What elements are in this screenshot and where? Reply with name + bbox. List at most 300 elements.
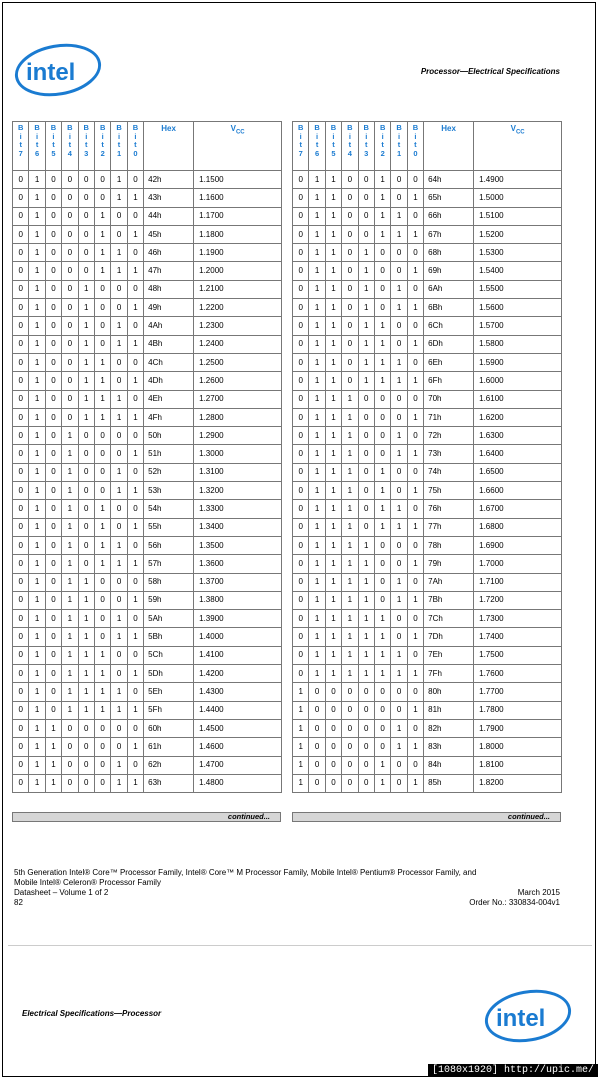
- bit-cell: 0: [391, 774, 407, 792]
- bit-cell: 0: [111, 518, 127, 536]
- bit-cell: 0: [94, 299, 110, 317]
- bit-cell: 0: [111, 225, 127, 243]
- bit-cell: 0: [45, 683, 61, 701]
- bit-cell: 1: [127, 738, 143, 756]
- bit-cell: 0: [293, 317, 309, 335]
- bit-cell: 1: [309, 353, 325, 371]
- hex-cell: 5Bh: [144, 628, 194, 646]
- bit-cell: 0: [45, 500, 61, 518]
- vcc-cell: 1.2200: [194, 299, 282, 317]
- table-row: [293, 536, 562, 554]
- bit-cell: 0: [78, 189, 94, 207]
- hex-cell: 67h: [424, 225, 474, 243]
- vcc-cell: 1.7300: [474, 610, 562, 628]
- hex-cell: 7Bh: [424, 591, 474, 609]
- bit-cell: 0: [358, 518, 374, 536]
- bit-cell: 0: [127, 610, 143, 628]
- vcc-cell: 1.6200: [474, 408, 562, 426]
- vcc-cell: 1.6500: [474, 463, 562, 481]
- bit-cell: 1: [342, 536, 358, 554]
- bit-cell: 0: [407, 719, 423, 737]
- hex-cell: 44h: [144, 207, 194, 225]
- bit-header: B i t 0: [127, 122, 143, 171]
- bit-cell: 0: [374, 262, 390, 280]
- footer-order-number: Order No.: 330834-004v1: [469, 898, 560, 907]
- table-row: [293, 372, 562, 390]
- bit-cell: 1: [407, 518, 423, 536]
- bit-cell: 0: [45, 408, 61, 426]
- bit-cell: 0: [407, 573, 423, 591]
- vcc-cell: 1.5500: [474, 280, 562, 298]
- bit-cell: 0: [94, 463, 110, 481]
- bit-cell: 0: [111, 573, 127, 591]
- bit-cell: 0: [78, 207, 94, 225]
- bit-cell: 0: [45, 646, 61, 664]
- bit-cell: 0: [78, 536, 94, 554]
- bit-header: B i t 0: [407, 122, 423, 171]
- bit-cell: 1: [391, 719, 407, 737]
- bit-cell: 0: [13, 463, 29, 481]
- bit-cell: 1: [358, 591, 374, 609]
- bit-cell: 1: [309, 518, 325, 536]
- bit-cell: 1: [309, 482, 325, 500]
- bit-cell: 0: [94, 756, 110, 774]
- bit-cell: 1: [309, 390, 325, 408]
- bit-cell: 1: [62, 463, 78, 481]
- vcc-cell: 1.2600: [194, 372, 282, 390]
- hex-cell: 65h: [424, 189, 474, 207]
- bit-cell: 0: [407, 646, 423, 664]
- bit-cell: 1: [29, 445, 45, 463]
- vid-table-left: [12, 121, 282, 793]
- hex-header: Hex: [424, 122, 474, 171]
- vcc-cell: 1.4400: [194, 701, 282, 719]
- bit-cell: 1: [374, 665, 390, 683]
- vcc-cell: 1.7000: [474, 555, 562, 573]
- table-row: [293, 628, 562, 646]
- svg-text:intel: intel: [496, 1005, 546, 1032]
- bit-cell: 1: [29, 427, 45, 445]
- bit-cell: 1: [62, 628, 78, 646]
- bit-cell: 1: [78, 372, 94, 390]
- bit-cell: 1: [78, 573, 94, 591]
- bit-cell: 0: [127, 573, 143, 591]
- bit-cell: 1: [391, 372, 407, 390]
- vcc-cell: 1.5700: [474, 317, 562, 335]
- bit-cell: 1: [342, 518, 358, 536]
- bit-cell: 0: [45, 372, 61, 390]
- bit-cell: 1: [325, 335, 341, 353]
- bit-cell: 1: [127, 774, 143, 792]
- bit-cell: 1: [94, 646, 110, 664]
- bit-cell: 1: [309, 207, 325, 225]
- bit-cell: 1: [127, 225, 143, 243]
- bit-cell: 1: [78, 390, 94, 408]
- vcc-cell: 1.7600: [474, 665, 562, 683]
- bit-cell: 0: [358, 189, 374, 207]
- bit-cell: 1: [29, 719, 45, 737]
- bit-cell: 0: [358, 445, 374, 463]
- hex-cell: 4Bh: [144, 335, 194, 353]
- bit-header: B i t 2: [374, 122, 390, 171]
- bit-cell: 0: [62, 372, 78, 390]
- table-row: [13, 518, 282, 536]
- bit-cell: 0: [62, 317, 78, 335]
- svg-text:intel: intel: [26, 59, 76, 86]
- bit-cell: 0: [293, 518, 309, 536]
- bit-cell: 0: [13, 719, 29, 737]
- bit-cell: 0: [391, 408, 407, 426]
- table-row: [13, 738, 282, 756]
- bit-cell: 1: [407, 701, 423, 719]
- bit-cell: 0: [407, 244, 423, 262]
- bit-cell: 1: [62, 701, 78, 719]
- hex-cell: 75h: [424, 482, 474, 500]
- bit-cell: 0: [94, 445, 110, 463]
- table-row: [13, 317, 282, 335]
- bit-cell: 0: [78, 555, 94, 573]
- bit-header: B i t 7: [13, 122, 29, 171]
- table-row: [293, 555, 562, 573]
- vcc-cell: 1.4100: [194, 646, 282, 664]
- hex-cell: 7Fh: [424, 665, 474, 683]
- table-row: [293, 518, 562, 536]
- bit-header: B i t 3: [358, 122, 374, 171]
- table-row: [293, 280, 562, 298]
- bit-cell: 1: [309, 591, 325, 609]
- vcc-cell: 1.3900: [194, 610, 282, 628]
- bit-cell: 1: [29, 738, 45, 756]
- bit-cell: 0: [78, 719, 94, 737]
- bit-cell: 1: [29, 573, 45, 591]
- hex-cell: 54h: [144, 500, 194, 518]
- bit-cell: 0: [13, 738, 29, 756]
- bit-cell: 1: [309, 665, 325, 683]
- bit-cell: 0: [293, 482, 309, 500]
- bit-cell: 1: [62, 573, 78, 591]
- table-row: [13, 683, 282, 701]
- table-row: [13, 573, 282, 591]
- bit-cell: 0: [342, 335, 358, 353]
- vcc-cell: 1.2900: [194, 427, 282, 445]
- vcc-cell: 1.2700: [194, 390, 282, 408]
- bit-cell: 1: [309, 646, 325, 664]
- bit-cell: 1: [29, 555, 45, 573]
- bit-cell: 0: [127, 207, 143, 225]
- hex-cell: 59h: [144, 591, 194, 609]
- bit-cell: 0: [407, 500, 423, 518]
- bit-cell: 0: [78, 225, 94, 243]
- hex-cell: 6Fh: [424, 372, 474, 390]
- hex-cell: 4Ch: [144, 353, 194, 371]
- vcc-cell: 1.5600: [474, 299, 562, 317]
- bit-cell: 1: [111, 408, 127, 426]
- hex-cell: 5Dh: [144, 665, 194, 683]
- bit-cell: 1: [29, 244, 45, 262]
- table-row: [293, 353, 562, 371]
- bit-cell: 0: [111, 372, 127, 390]
- bit-cell: 1: [29, 646, 45, 664]
- table-row: [293, 665, 562, 683]
- bit-cell: 1: [29, 189, 45, 207]
- table-row: [293, 207, 562, 225]
- table-row: [13, 591, 282, 609]
- hex-cell: 7Ah: [424, 573, 474, 591]
- bit-cell: 0: [374, 701, 390, 719]
- bit-cell: 1: [325, 427, 341, 445]
- bit-cell: 1: [127, 555, 143, 573]
- hex-cell: 69h: [424, 262, 474, 280]
- bit-cell: 0: [78, 774, 94, 792]
- bit-cell: 1: [45, 774, 61, 792]
- bit-cell: 0: [13, 610, 29, 628]
- hex-cell: 52h: [144, 463, 194, 481]
- bit-cell: 1: [342, 482, 358, 500]
- bit-cell: 0: [62, 225, 78, 243]
- bit-cell: 1: [94, 500, 110, 518]
- bit-cell: 1: [325, 610, 341, 628]
- bit-cell: 0: [293, 555, 309, 573]
- bit-cell: 0: [407, 683, 423, 701]
- bit-cell: 0: [374, 738, 390, 756]
- bit-cell: 1: [358, 244, 374, 262]
- bit-cell: 1: [358, 317, 374, 335]
- table-row: [293, 719, 562, 737]
- bit-cell: 0: [78, 518, 94, 536]
- bit-cell: 0: [94, 317, 110, 335]
- bit-header: B i t 4: [62, 122, 78, 171]
- table-row: [293, 610, 562, 628]
- bit-cell: 1: [111, 482, 127, 500]
- bit-cell: 0: [407, 536, 423, 554]
- bit-cell: 1: [374, 500, 390, 518]
- hex-cell: 7Eh: [424, 646, 474, 664]
- bit-cell: 1: [29, 353, 45, 371]
- bit-cell: 0: [62, 408, 78, 426]
- footer-datasheet: Datasheet – Volume 1 of 2: [14, 888, 109, 897]
- bit-cell: 1: [342, 665, 358, 683]
- bit-cell: 1: [309, 536, 325, 554]
- bit-cell: 1: [78, 299, 94, 317]
- bit-cell: 0: [374, 280, 390, 298]
- bit-cell: 1: [391, 518, 407, 536]
- bit-cell: 0: [111, 353, 127, 371]
- hex-cell: 56h: [144, 536, 194, 554]
- bit-cell: 0: [342, 701, 358, 719]
- bit-cell: 1: [309, 244, 325, 262]
- bit-cell: 1: [94, 683, 110, 701]
- bit-cell: 1: [374, 482, 390, 500]
- bit-cell: 0: [374, 408, 390, 426]
- bit-cell: 1: [325, 244, 341, 262]
- table-row: [293, 408, 562, 426]
- hex-cell: 5Eh: [144, 683, 194, 701]
- bit-cell: 1: [29, 280, 45, 298]
- bit-cell: 0: [94, 280, 110, 298]
- bit-cell: 0: [358, 482, 374, 500]
- bit-cell: 0: [309, 701, 325, 719]
- bit-cell: 0: [13, 299, 29, 317]
- hex-cell: 43h: [144, 189, 194, 207]
- bit-cell: 1: [29, 262, 45, 280]
- table-row: [13, 445, 282, 463]
- bit-cell: 0: [111, 280, 127, 298]
- bit-cell: 0: [391, 482, 407, 500]
- bit-cell: 1: [407, 591, 423, 609]
- bit-cell: 0: [407, 353, 423, 371]
- bit-cell: 1: [94, 665, 110, 683]
- footer-product-line1: 5th Generation Intel® Core™ Processor Family, Intel® Core™ M Processor Family, Mobile Intel® Pentium® Processor Family, and: [14, 868, 477, 877]
- bit-cell: 1: [309, 299, 325, 317]
- bit-cell: 1: [342, 573, 358, 591]
- bit-cell: 0: [391, 390, 407, 408]
- hex-cell: 7Dh: [424, 628, 474, 646]
- bit-cell: 0: [325, 774, 341, 792]
- vcc-cell: 1.2500: [194, 353, 282, 371]
- bit-cell: 0: [13, 335, 29, 353]
- bit-cell: 1: [407, 445, 423, 463]
- vcc-cell: 1.6000: [474, 372, 562, 390]
- vcc-cell: 1.7100: [474, 573, 562, 591]
- bit-cell: 0: [374, 555, 390, 573]
- bit-header: B i t 6: [29, 122, 45, 171]
- vcc-cell: 1.7800: [474, 701, 562, 719]
- hex-cell: 77h: [424, 518, 474, 536]
- bit-cell: 1: [309, 171, 325, 189]
- bit-header: B i t 3: [78, 122, 94, 171]
- bit-cell: 1: [29, 482, 45, 500]
- bit-cell: 0: [391, 756, 407, 774]
- hex-cell: 49h: [144, 299, 194, 317]
- bit-cell: 0: [45, 628, 61, 646]
- bit-cell: 1: [29, 408, 45, 426]
- bit-cell: 0: [94, 738, 110, 756]
- bit-cell: 0: [111, 646, 127, 664]
- bit-cell: 0: [407, 427, 423, 445]
- bit-cell: 0: [325, 738, 341, 756]
- bit-cell: 1: [111, 244, 127, 262]
- hex-cell: 84h: [424, 756, 474, 774]
- bit-cell: 1: [29, 701, 45, 719]
- bit-cell: 0: [342, 683, 358, 701]
- bit-cell: 1: [293, 756, 309, 774]
- bit-cell: 1: [325, 555, 341, 573]
- table-row: [13, 244, 282, 262]
- bit-cell: 1: [358, 353, 374, 371]
- bit-cell: 0: [293, 353, 309, 371]
- image-watermark: [1080x1920] http://upic.me/: [428, 1064, 598, 1077]
- bit-cell: 1: [29, 591, 45, 609]
- table-row: [13, 280, 282, 298]
- bit-cell: 0: [45, 445, 61, 463]
- bit-cell: 1: [293, 683, 309, 701]
- bit-cell: 1: [78, 280, 94, 298]
- bit-cell: 0: [78, 171, 94, 189]
- vcc-cell: 1.3200: [194, 482, 282, 500]
- bit-cell: 0: [293, 171, 309, 189]
- bit-cell: 0: [293, 207, 309, 225]
- bit-cell: 0: [45, 353, 61, 371]
- intel-logo-bottom: [482, 986, 574, 1044]
- bit-cell: 0: [342, 317, 358, 335]
- bit-cell: 0: [293, 665, 309, 683]
- hex-cell: 74h: [424, 463, 474, 481]
- bit-cell: 1: [29, 372, 45, 390]
- hex-cell: 78h: [424, 536, 474, 554]
- bit-cell: 1: [407, 225, 423, 243]
- bit-cell: 1: [358, 299, 374, 317]
- bit-cell: 1: [391, 225, 407, 243]
- bit-cell: 0: [62, 171, 78, 189]
- table-row: [293, 299, 562, 317]
- bit-cell: 0: [111, 665, 127, 683]
- table-row: [293, 573, 562, 591]
- bit-cell: 0: [62, 207, 78, 225]
- vcc-cell: 1.7900: [474, 719, 562, 737]
- bit-cell: 0: [62, 189, 78, 207]
- table-row: [293, 463, 562, 481]
- bit-cell: 1: [309, 610, 325, 628]
- bit-cell: 0: [127, 171, 143, 189]
- bit-cell: 0: [358, 427, 374, 445]
- bit-cell: 1: [407, 262, 423, 280]
- bit-cell: 0: [391, 628, 407, 646]
- bit-header: B i t 1: [391, 122, 407, 171]
- bit-cell: 1: [78, 408, 94, 426]
- bit-cell: 1: [309, 555, 325, 573]
- bit-cell: 0: [309, 756, 325, 774]
- bit-cell: 0: [342, 171, 358, 189]
- hex-cell: 6Eh: [424, 353, 474, 371]
- bit-cell: 1: [62, 427, 78, 445]
- hex-cell: 5Ah: [144, 610, 194, 628]
- bit-cell: 0: [62, 738, 78, 756]
- vcc-cell: 1.7200: [474, 591, 562, 609]
- bit-cell: 0: [293, 610, 309, 628]
- table-row: [13, 335, 282, 353]
- bit-cell: 0: [45, 536, 61, 554]
- table-row: [13, 628, 282, 646]
- bit-cell: 0: [13, 774, 29, 792]
- bit-cell: 0: [127, 719, 143, 737]
- bit-cell: 1: [407, 738, 423, 756]
- vcc-cell: 1.5000: [474, 189, 562, 207]
- bit-cell: 1: [127, 518, 143, 536]
- bit-cell: 1: [358, 573, 374, 591]
- bit-cell: 1: [94, 555, 110, 573]
- bit-cell: 0: [391, 701, 407, 719]
- bit-cell: 0: [342, 207, 358, 225]
- bit-cell: 1: [374, 463, 390, 481]
- bit-cell: 0: [342, 299, 358, 317]
- bit-cell: 0: [358, 463, 374, 481]
- hex-cell: 50h: [144, 427, 194, 445]
- bit-cell: 0: [309, 774, 325, 792]
- bit-cell: 1: [29, 207, 45, 225]
- bit-cell: 1: [29, 518, 45, 536]
- bit-cell: 1: [78, 628, 94, 646]
- bit-cell: 0: [374, 427, 390, 445]
- bit-cell: 0: [94, 591, 110, 609]
- bit-cell: 1: [94, 390, 110, 408]
- bit-cell: 0: [13, 518, 29, 536]
- bit-cell: 1: [325, 207, 341, 225]
- bit-cell: 0: [325, 701, 341, 719]
- bit-cell: 1: [391, 353, 407, 371]
- vcc-cell: 1.4200: [194, 665, 282, 683]
- bit-cell: 0: [127, 500, 143, 518]
- bit-cell: 1: [391, 280, 407, 298]
